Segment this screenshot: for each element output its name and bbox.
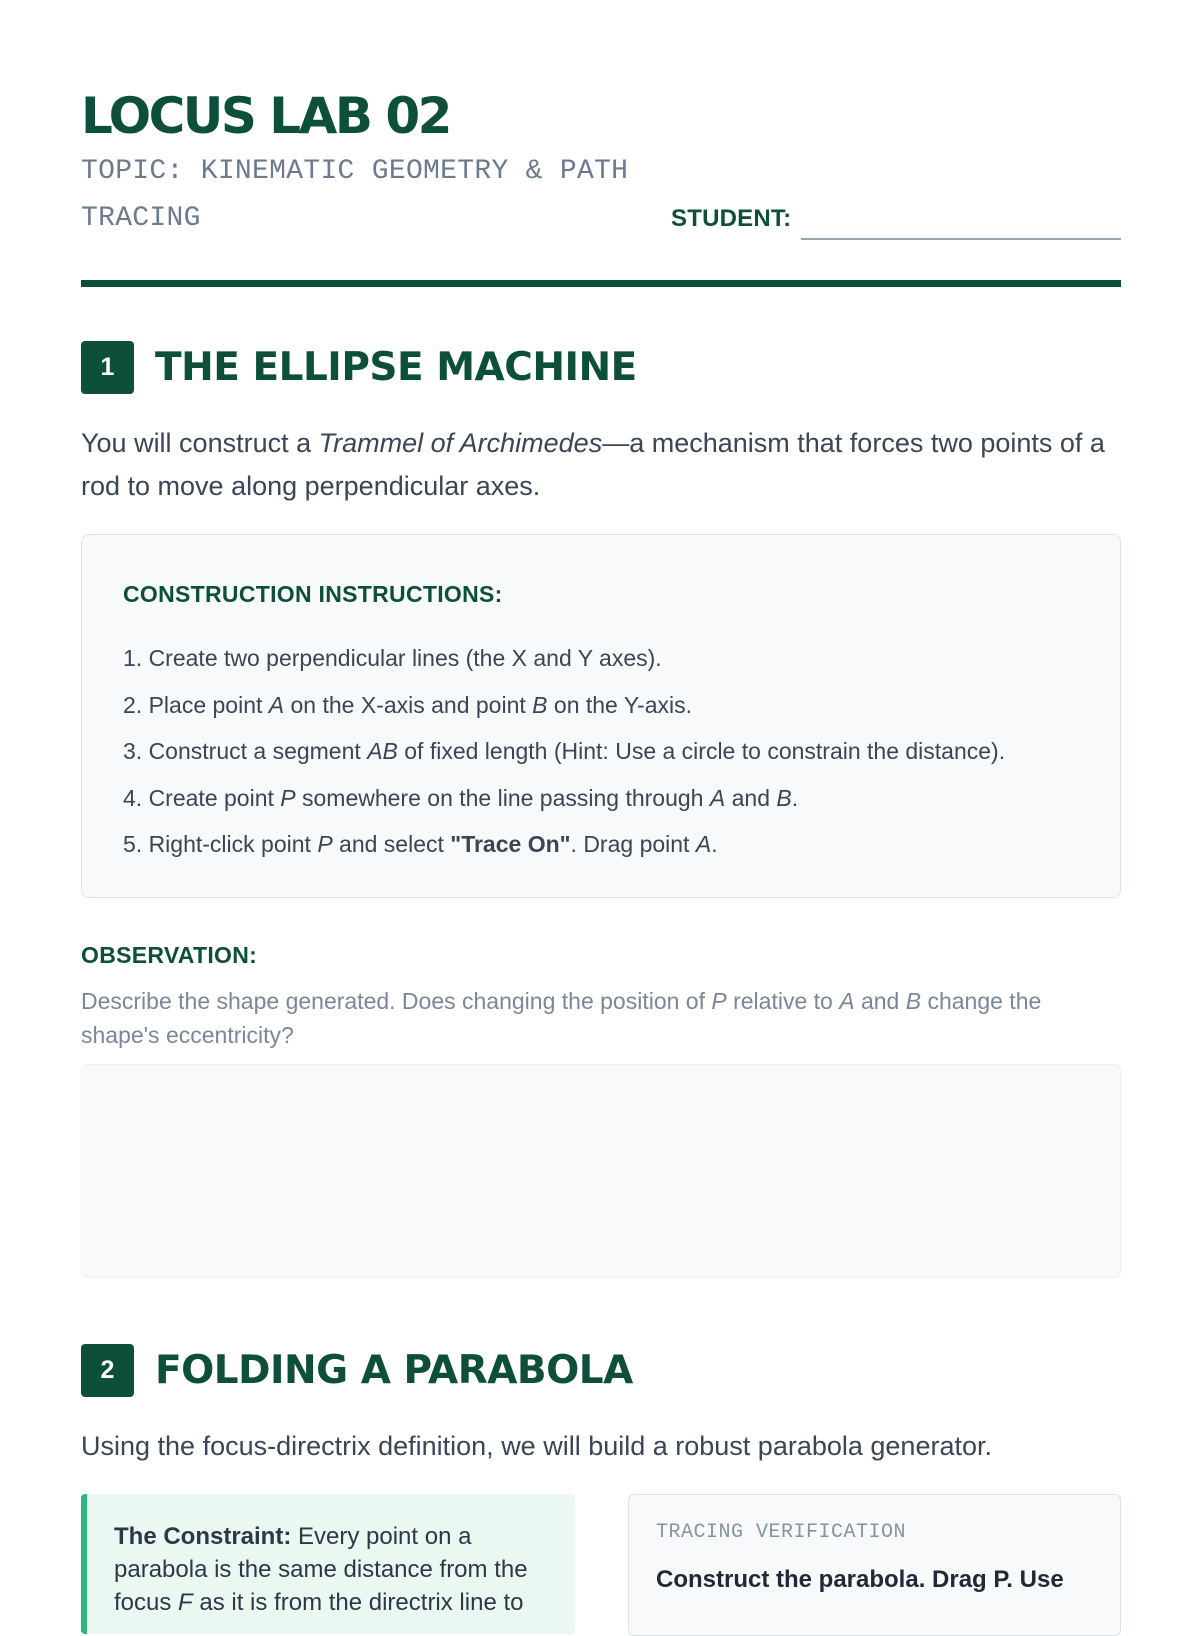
observation-answer-area[interactable] xyxy=(81,1064,1121,1278)
page-title: LOCUS LAB 02 xyxy=(81,87,450,145)
instruction-step-3: 3. Construct a segment AB of fixed length (Hint: Use a circle to constrain the distance). xyxy=(123,738,1006,764)
instruction-step-5: 5. Right-click point P and select "Trace On". Drag point A. xyxy=(123,831,718,857)
section-1-number-badge: 1 xyxy=(81,341,134,394)
tracing-verification-box xyxy=(628,1494,1121,1636)
section-2-title: FOLDING A PARABOLA xyxy=(155,1348,633,1393)
verification-text: Construct the parabola. Drag P. Use xyxy=(656,1566,1064,1593)
section-1-intro: You will construct a Trammel of Archimedes—a mechanism that forces two points of a rod to move along perpendicular axes. xyxy=(81,428,1105,501)
section-2-header xyxy=(81,1344,633,1397)
section-2-intro: Using the focus-directrix definition, we will build a robust parabola generator. xyxy=(81,1431,992,1461)
section-2-number-badge: 2 xyxy=(81,1344,134,1397)
instruction-step-4: 4. Create point P somewhere on the line passing through A and B. xyxy=(123,784,799,811)
section-1-header xyxy=(81,341,637,394)
instructions-title: CONSTRUCTION INSTRUCTIONS: xyxy=(123,581,503,607)
constraint-callout xyxy=(81,1494,575,1634)
verification-label: TRACING VERIFICATION xyxy=(656,1521,907,1544)
student-label: STUDENT: xyxy=(671,205,792,232)
trammel-emphasis: Trammel of Archimedes xyxy=(318,428,603,458)
topic-subtitle: TOPIC: KINEMATIC GEOMETRY & PATH TRACING xyxy=(81,156,629,234)
instructions-list xyxy=(123,635,1005,868)
constraint-text: The Constraint: Every point on a parabola is the same distance from the focus F as it is from the directrix line to xyxy=(114,1523,528,1616)
instruction-step-1: 1. Create two perpendicular lines (the X and Y axes). xyxy=(123,645,662,671)
construction-instructions-box xyxy=(81,534,1121,898)
student-name-field[interactable] xyxy=(801,238,1121,240)
header-divider xyxy=(81,280,1121,287)
observation-label: OBSERVATION: xyxy=(81,942,258,968)
section-1-title: THE ELLIPSE MACHINE xyxy=(155,345,637,390)
instruction-step-2: 2. Place point A on the X-axis and point B on the Y-axis. xyxy=(123,691,693,718)
observation-prompt: Describe the shape generated. Does changing the position of P relative to A and B change the shape's eccentricity? xyxy=(81,988,1042,1048)
